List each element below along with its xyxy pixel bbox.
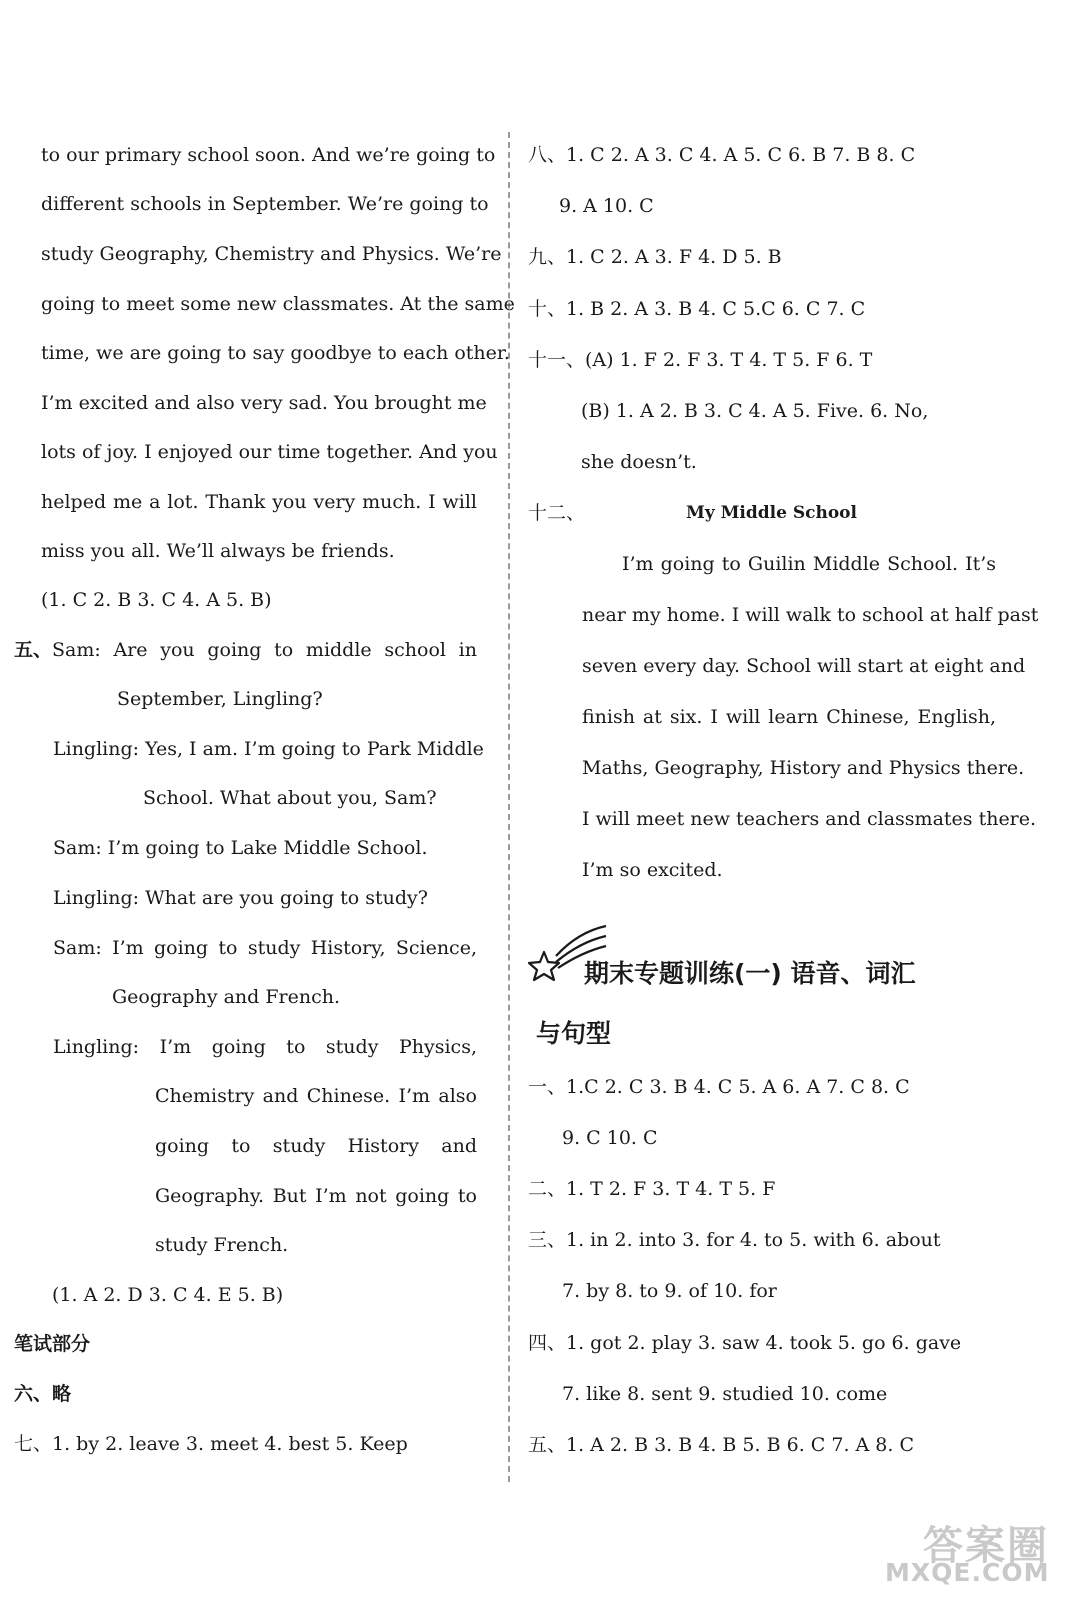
passage-line: miss you all. We’ll always be friends. bbox=[41, 540, 395, 562]
passage-line: lots of joy. I enjoyed our time together. And you bbox=[41, 441, 498, 463]
section-12-number: 十二、 bbox=[528, 502, 586, 524]
dialogue-line: study French. bbox=[155, 1234, 289, 1256]
written-part-heading: 笔试部分 bbox=[14, 1333, 91, 1355]
passage-line: study Geography, Chemistry and Physics. We’re bbox=[41, 243, 502, 265]
section-9: 九、1. C 2. A 3. F 4. D 5. B bbox=[528, 246, 782, 268]
dialogue-line: Sam: Are you going to middle school in bbox=[52, 639, 477, 661]
section-6: 六、略 bbox=[14, 1383, 72, 1405]
section-heading-line2: 与句型 bbox=[536, 1019, 612, 1048]
q1-line: 一、1.C 2. C 3. B 4. C 5. A 6. A 7. C 8. C bbox=[528, 1076, 910, 1098]
column-divider bbox=[508, 132, 510, 1482]
q1-line: 9. C 10. C bbox=[562, 1127, 658, 1149]
section-11-line: 十一、(A) 1. F 2. F 3. T 4. T 5. F 6. T bbox=[528, 349, 873, 371]
passage-line: different schools in September. We’re going to bbox=[41, 193, 489, 215]
q4-line: 7. like 8. sent 9. studied 10. come bbox=[562, 1383, 888, 1405]
passage-answers: (1. C 2. B 3. C 4. A 5. B) bbox=[41, 589, 272, 611]
passage-line: time, we are going to say goodbye to each other. bbox=[41, 342, 510, 364]
dialogue-line: Geography. But I’m not going to bbox=[155, 1185, 477, 1207]
dialogue-line: Lingling: What are you going to study? bbox=[53, 887, 428, 909]
dialogue-line: going to study History and bbox=[155, 1135, 477, 1157]
section-11-line: (B) 1. A 2. B 3. C 4. A 5. Five. 6. No, bbox=[581, 400, 929, 422]
q2: 二、1. T 2. F 3. T 4. T 5. F bbox=[528, 1178, 776, 1200]
right-column bbox=[516, 0, 1089, 1600]
q4-line: 四、1. got 2. play 3. saw 4. took 5. go 6. gave bbox=[528, 1332, 962, 1354]
essay-line: I will meet new teachers and classmates there. bbox=[582, 808, 1037, 830]
q5: 五、1. A 2. B 3. B 4. B 5. B 6. C 7. A 8. C bbox=[528, 1434, 914, 1456]
passage-line: to our primary school soon. And we’re going to bbox=[41, 144, 496, 166]
passage-line: I’m excited and also very sad. You brought me bbox=[41, 392, 487, 414]
watermark-url: MXQE.COM bbox=[885, 1558, 1050, 1587]
essay-line: I’m so excited. bbox=[582, 859, 723, 881]
watermark bbox=[885, 1514, 1075, 1588]
dialogue-line: Lingling: Yes, I am. I’m going to Park Middle bbox=[53, 738, 484, 760]
section-11-line: she doesn’t. bbox=[581, 451, 697, 473]
dialogue-line: Lingling: I’m going to study Physics, bbox=[53, 1036, 477, 1058]
dialogue-line: Chemistry and Chinese. I’m also bbox=[155, 1085, 477, 1107]
section-8-line: 八、1. C 2. A 3. C 4. A 5. C 6. B 7. B 8. C bbox=[528, 144, 916, 166]
dialogue-answers: (1. A 2. D 3. C 4. E 5. B) bbox=[52, 1284, 284, 1306]
passage-line: helped me a lot. Thank you very much. I will bbox=[41, 491, 477, 513]
section-7: 七、1. by 2. leave 3. meet 4. best 5. Keep bbox=[14, 1433, 408, 1455]
passage-line: going to meet some new classmates. At the same bbox=[41, 293, 515, 315]
essay-line: I’m going to Guilin Middle School. It’s bbox=[622, 553, 996, 575]
q3-line: 7. by 8. to 9. of 10. for bbox=[562, 1280, 777, 1302]
dialogue-line: Sam: I’m going to study History, Science, bbox=[53, 937, 477, 959]
dialogue-line: Sam: I’m going to Lake Middle School. bbox=[53, 837, 428, 859]
essay-line: Maths, Geography, History and Physics there. bbox=[582, 757, 1025, 779]
left-column bbox=[0, 0, 515, 1600]
essay-line: finish at six. I will learn Chinese, English, bbox=[582, 706, 996, 728]
watermark-brand: 答案圈 bbox=[923, 1523, 1049, 1569]
section-10: 十、1. B 2. A 3. B 4. C 5.C 6. C 7. C bbox=[528, 298, 866, 320]
dialogue-line: September, Lingling? bbox=[117, 688, 323, 710]
essay-title: My Middle School bbox=[686, 503, 857, 523]
essay-line: near my home. I will walk to school at half past bbox=[582, 604, 1039, 626]
dialogue-line: School. What about you, Sam? bbox=[143, 787, 437, 809]
dialogue-line: Geography and French. bbox=[112, 986, 341, 1008]
section-5-number: 五、 bbox=[14, 639, 53, 661]
q3-line: 三、1. in 2. into 3. for 4. to 5. with 6. about bbox=[528, 1229, 941, 1251]
section-8-line: 9. A 10. C bbox=[559, 195, 654, 217]
essay-line: seven every day. School will start at eight and bbox=[582, 655, 1026, 677]
section-heading-line1: 期末专题训练(一) 语音、词汇 bbox=[584, 959, 916, 988]
